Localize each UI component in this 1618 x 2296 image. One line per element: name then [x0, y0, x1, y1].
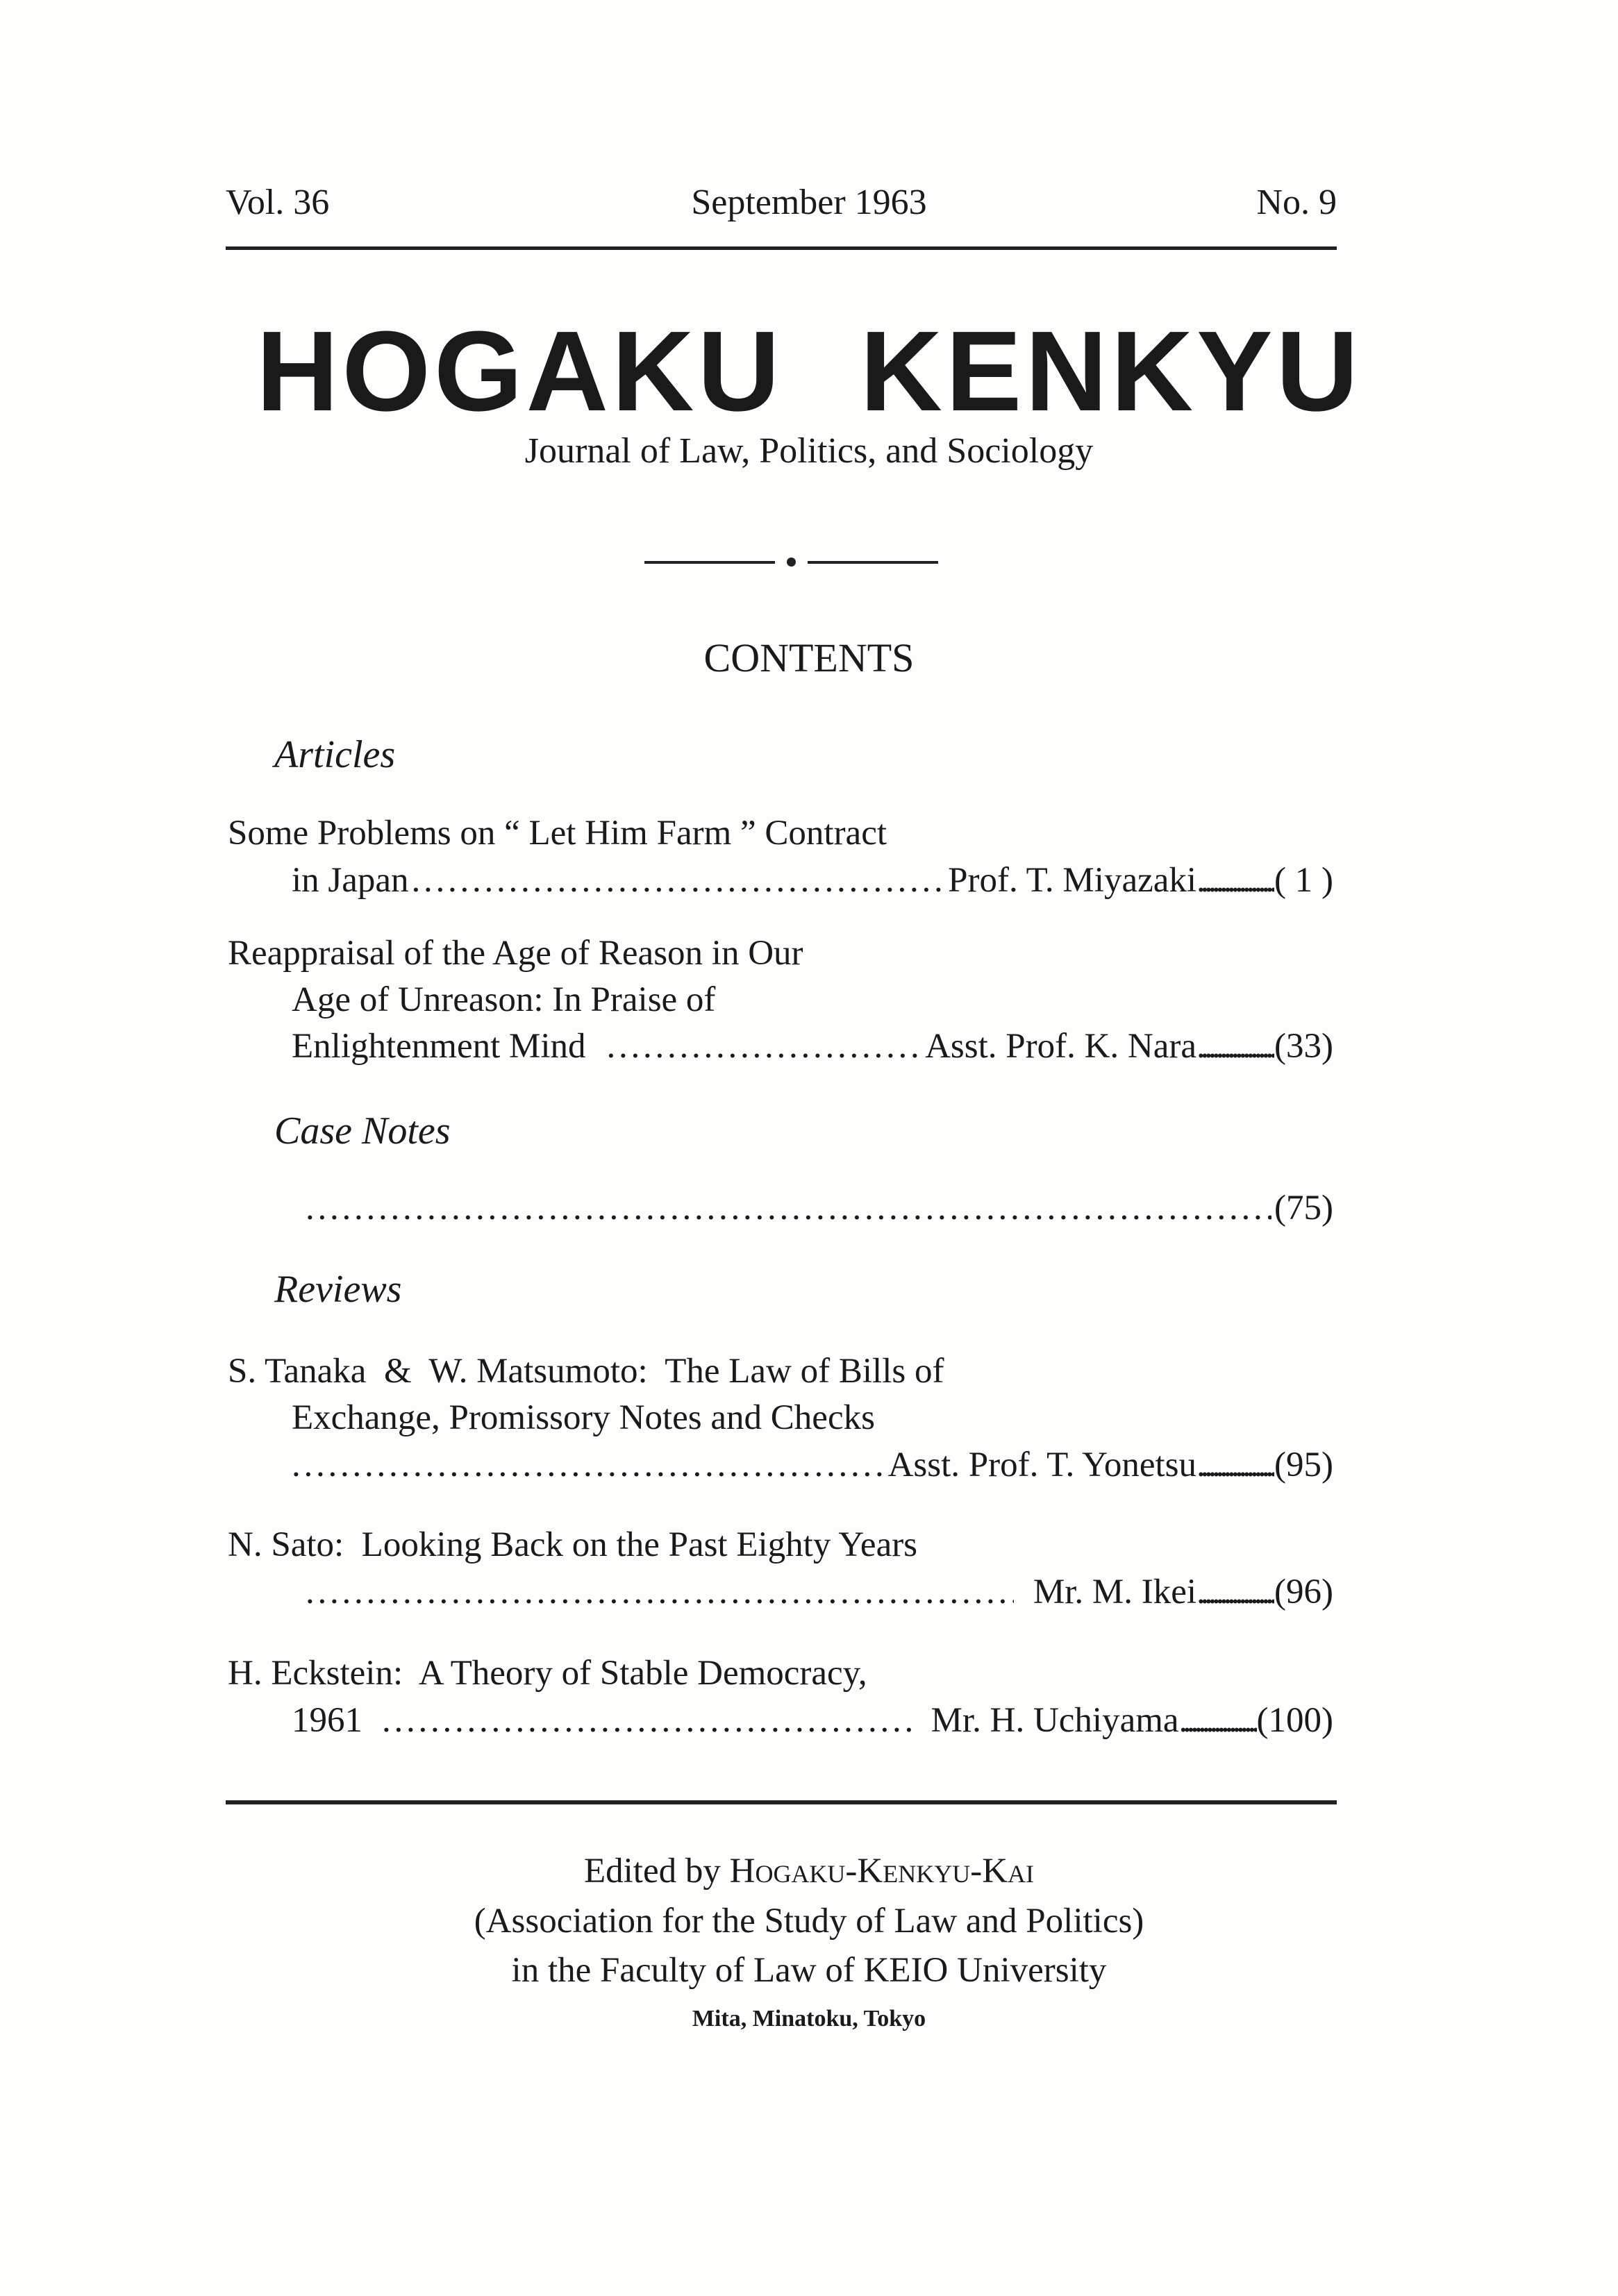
association-line: (Association for the Study of Law and Politics)	[474, 1902, 1144, 1941]
toc-page: (95)	[1274, 1446, 1333, 1484]
toc-author: Prof. T. Miyazaki	[948, 861, 1197, 900]
address-line: Mita, Minatoku, Tokyo	[692, 2006, 926, 2031]
toc-entry-review-1	[292, 1444, 1333, 1486]
toc-entry-title-line: S. Tanaka & W. Matsumoto: The Law of Bills of	[228, 1352, 944, 1391]
footer-rule	[226, 1800, 1337, 1804]
toc-entry-title-line: Age of Unreason: In Praise of	[292, 980, 716, 1019]
toc-page: ( 1 )	[1274, 861, 1333, 900]
dot-leader	[1196, 1025, 1274, 1067]
toc-page: (96)	[1274, 1573, 1333, 1611]
faculty-line: in the Faculty of Law of KEIO University	[511, 1951, 1107, 1990]
edited-by-label: Edited by	[583, 1852, 721, 1891]
toc-entry-title-line: H. Eckstein: A Theory of Stable Democracy,	[228, 1654, 867, 1693]
volume-label: Vol. 36	[226, 183, 330, 222]
dot-leader	[382, 1700, 912, 1741]
ornament-line-right	[808, 561, 938, 564]
dot-leader	[292, 1444, 885, 1486]
contents-heading: CONTENTS	[703, 635, 915, 680]
toc-entry-review-2	[306, 1571, 1333, 1613]
toc-page: (33)	[1274, 1027, 1333, 1066]
dot-leader	[1196, 860, 1274, 901]
toc-page: (75)	[1274, 1189, 1333, 1227]
issue-number: No. 9	[1256, 183, 1337, 222]
section-heading-case-notes: Case Notes	[274, 1109, 451, 1153]
edited-by-line	[0, 1850, 1618, 1892]
ornament-dot	[787, 558, 796, 567]
dot-leader	[1179, 1700, 1257, 1741]
toc-author: Mr. M. Ikei	[1033, 1573, 1197, 1611]
dot-leader	[607, 1025, 923, 1067]
journal-title: HOGAKU KENKYU	[256, 308, 1362, 435]
toc-entry-title-line: N. Sato: Looking Back on the Past Eighty Years	[228, 1525, 918, 1564]
dot-leader	[412, 860, 946, 901]
section-heading-articles: Articles	[274, 733, 396, 776]
toc-author: Asst. Prof. K. Nara	[925, 1027, 1197, 1066]
dot-leader	[306, 1187, 1271, 1229]
toc-entry-title-line: Enlightenment Mind	[292, 1027, 586, 1066]
issue-date: September 1963	[691, 183, 927, 222]
toc-entry-title-line: 1961	[292, 1701, 362, 1740]
toc-entry-title-line: Reappraisal of the Age of Reason in Our	[228, 934, 803, 973]
journal-subtitle: Journal of Law, Politics, and Sociology	[524, 431, 1094, 471]
toc-author: Mr. H. Uchiyama	[931, 1701, 1179, 1740]
toc-entry-1	[292, 860, 1333, 901]
toc-entry-review-3	[292, 1700, 1333, 1741]
toc-author: Asst. Prof. T. Yonetsu	[887, 1446, 1197, 1484]
toc-entry-2	[292, 1025, 1333, 1067]
section-heading-reviews: Reviews	[274, 1268, 402, 1311]
dot-leader	[1196, 1571, 1274, 1613]
toc-entry-title-line: Exchange, Promissory Notes and Checks	[292, 1398, 875, 1437]
toc-page: (100)	[1256, 1701, 1333, 1740]
toc-entry-case-notes	[306, 1187, 1333, 1229]
dot-leader	[306, 1571, 1014, 1613]
toc-entry-title-line: Some Problems on “ Let Him Farm ” Contract	[228, 814, 887, 853]
dot-leader	[1196, 1444, 1274, 1486]
ornament-line-left	[644, 561, 775, 564]
toc-entry-title-line: in Japan	[292, 861, 409, 900]
header-rule	[226, 246, 1337, 250]
editor-name: Hogaku-Kenkyu-Kai	[729, 1852, 1035, 1891]
